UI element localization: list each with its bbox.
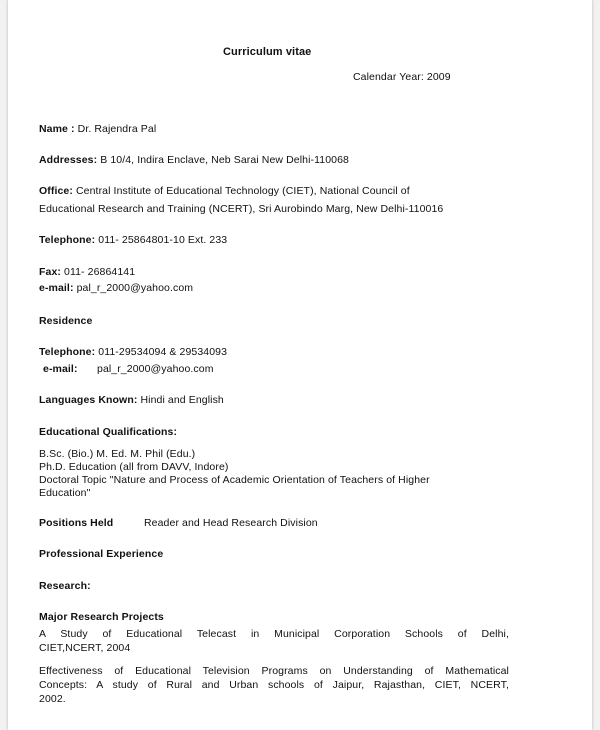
email-value: pal_r_2000@yahoo.com	[73, 282, 194, 294]
addresses-value: B 10/4, Indira Enclave, Neb Sarai New Delhi-110068	[97, 154, 349, 166]
project-2-line-1: Effectiveness of Educational Television Programs on Understanding of Mathematical	[39, 665, 509, 677]
office-line-2: Educational Research and Training (NCERT), Sri Aurobindo Marg, New Delhi-110016	[39, 203, 444, 215]
projects-heading: Major Research Projects	[39, 611, 164, 623]
calendar-year: Calendar Year: 2009	[353, 71, 451, 83]
office-row	[39, 185, 410, 198]
res-telephone-label: Telephone:	[39, 346, 96, 358]
addresses-row	[39, 154, 349, 167]
res-email-label: e-mail:	[43, 363, 78, 375]
education-heading: Educational Qualifications:	[39, 426, 178, 438]
name-row	[39, 123, 156, 136]
office-line-1: Central Institute of Educational Technology (CIET), National Council of	[72, 185, 410, 197]
project-2-line-2: Concepts: A study of Rural and Urban schools of Jaipur, Rajasthan, CIET, NCERT,	[39, 679, 509, 691]
residence-heading: Residence	[39, 315, 93, 327]
name-value: Dr. Rajendra Pal	[74, 123, 157, 135]
email-row	[39, 282, 193, 295]
project-1-line-2: CIET,NCERT, 2004	[39, 642, 131, 654]
name-label: Name :	[39, 123, 75, 135]
positions-value: Reader and Head Research Division	[144, 517, 318, 529]
cv-page	[8, 0, 592, 730]
res-telephone-value: 011-29534094 & 29534093	[95, 346, 228, 358]
languages-value: Hindi and English	[137, 394, 224, 406]
res-email-value: pal_r_2000@yahoo.com	[97, 363, 214, 375]
telephone-row	[39, 234, 227, 247]
res-telephone-row	[39, 346, 227, 359]
addresses-label: Addresses:	[39, 154, 98, 166]
project-2-line-3: 2002.	[39, 693, 66, 705]
languages-row	[39, 394, 224, 407]
document-title: Curriculum vitae	[223, 46, 312, 58]
office-label: Office:	[39, 185, 73, 197]
languages-label: Languages Known:	[39, 394, 138, 406]
experience-heading: Professional Experience	[39, 548, 164, 560]
fax-label: Fax:	[39, 266, 61, 278]
email-label: e-mail:	[39, 282, 74, 294]
fax-row	[39, 266, 135, 279]
telephone-value: 011- 25864801-10 Ext. 233	[95, 234, 228, 246]
education-line-3: Doctoral Topic "Nature and Process of Academic Orientation of Teachers of Higher	[39, 474, 430, 486]
research-heading: Research:	[39, 580, 91, 592]
education-line-4: Education"	[39, 487, 91, 499]
telephone-label: Telephone:	[39, 234, 96, 246]
education-line-1: B.Sc. (Bio.) M. Ed. M. Phil (Edu.)	[39, 448, 196, 460]
positions-label: Positions Held	[39, 517, 114, 529]
project-1-line-1: A Study of Educational Telecast in Municipal Corporation Schools of Delhi,	[39, 628, 509, 640]
education-line-2: Ph.D. Education (all from DAVV, Indore)	[39, 461, 229, 473]
fax-value: 011- 26864141	[61, 266, 136, 278]
res-email-row	[43, 363, 78, 376]
